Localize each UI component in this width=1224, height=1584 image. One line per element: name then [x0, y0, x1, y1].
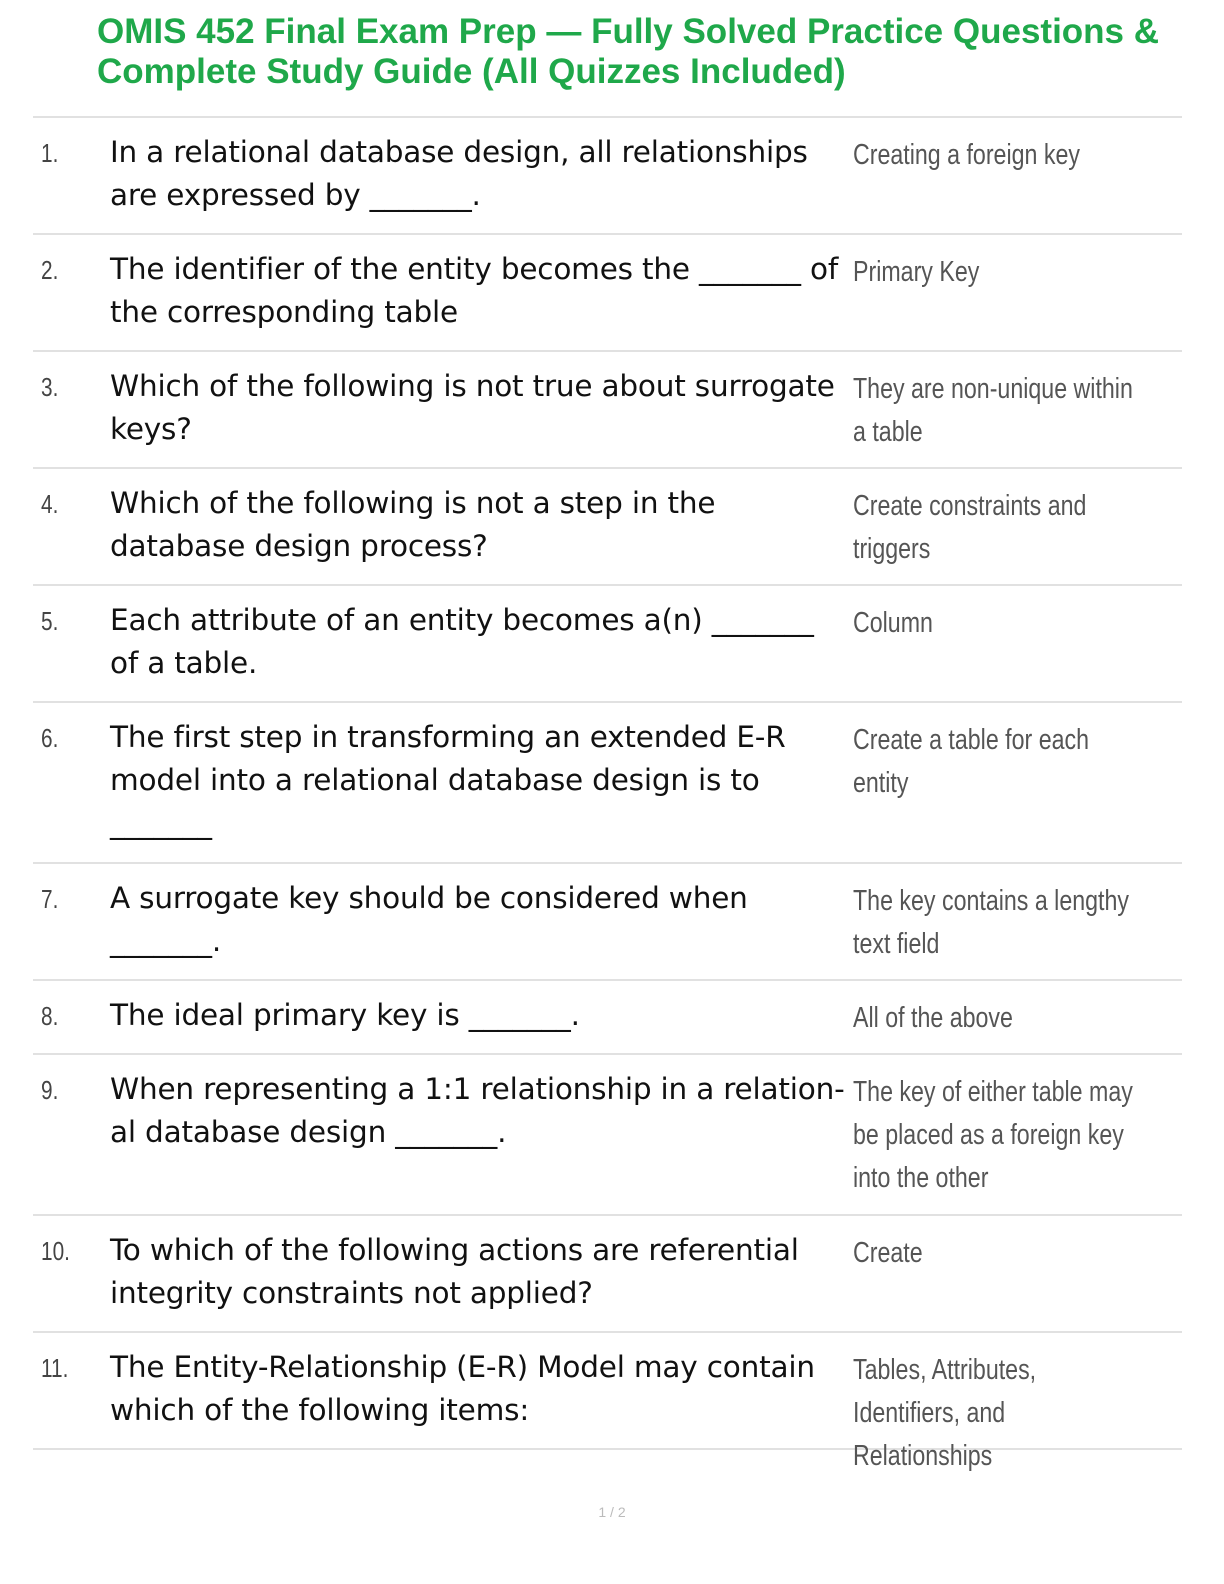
question-row — [33, 118, 1182, 235]
question-text: When representing a 1:1 relationship in a relation- al database design _______. — [110, 1072, 854, 1149]
question-text: The identifier of the entity becomes the _______ of the corresponding table — [110, 252, 848, 329]
question-text: In a relational database design, all relationships are expressed by _______. — [110, 135, 817, 212]
question-row — [33, 1333, 1182, 1472]
document-title: OMIS 452 Final Exam Prep — Fully Solved Practice Questions & Complete Study Guide (All Quizzes Included) — [97, 12, 1160, 91]
question-row — [33, 1055, 1182, 1216]
answer-text: Create — [853, 1237, 923, 1269]
question-text: A surrogate key should be considered when _______. — [110, 881, 757, 958]
question-row — [33, 586, 1182, 703]
question-number: 5. — [41, 606, 59, 636]
question-row — [33, 864, 1182, 981]
page-number: 1 / 2 — [598, 1504, 626, 1520]
question-row — [33, 981, 1182, 1055]
question-number: 10. — [41, 1236, 70, 1266]
answer-text: They are non-unique within a table — [853, 373, 1133, 448]
question-number: 7. — [41, 884, 59, 914]
question-number: 3. — [41, 372, 59, 402]
question-number: 6. — [41, 723, 59, 753]
question-text: Each attribute of an entity becomes a(n) _______ of a table. — [110, 603, 823, 680]
answer-text: The key of either table may be placed as a foreign key into the other — [853, 1076, 1133, 1194]
question-text: To which of the following actions are referential integrity constraints not applied? — [110, 1233, 808, 1310]
answer-text: Primary Key — [853, 256, 980, 288]
question-row — [33, 1216, 1182, 1333]
question-text: The Entity-Relationship (E-R) Model may contain which of the following items: — [110, 1350, 825, 1427]
question-list — [33, 116, 1182, 1472]
question-row — [33, 469, 1182, 586]
answer-text: The key contains a lengthy text field — [853, 885, 1129, 960]
answer-text: Create a table for each entity — [853, 724, 1090, 799]
question-text: The first step in transforming an extended E-R model into a relational database design is to _______ — [110, 720, 795, 840]
question-number: 1. — [41, 138, 59, 168]
question-row — [33, 235, 1182, 352]
question-text: The ideal primary key is _______. — [110, 998, 580, 1032]
question-text: Which of the following is not true about surrogate keys? — [110, 369, 844, 446]
question-number: 4. — [41, 489, 59, 519]
answer-text: Column — [853, 607, 933, 639]
question-row — [33, 703, 1182, 864]
question-number: 8. — [41, 1001, 59, 1031]
answer-text: Create constraints and triggers — [853, 490, 1087, 565]
question-number: 9. — [41, 1075, 59, 1105]
question-row — [33, 352, 1182, 469]
answer-text: Tables, Attributes, Identifiers, and Relationships — [853, 1354, 1037, 1472]
question-text: Which of the following is not a step in the database design process? — [110, 486, 725, 563]
question-number: 11. — [41, 1353, 69, 1383]
question-number: 2. — [41, 255, 59, 285]
answer-text: Creating a foreign key — [853, 139, 1080, 171]
answer-text: All of the above — [853, 1002, 1013, 1034]
